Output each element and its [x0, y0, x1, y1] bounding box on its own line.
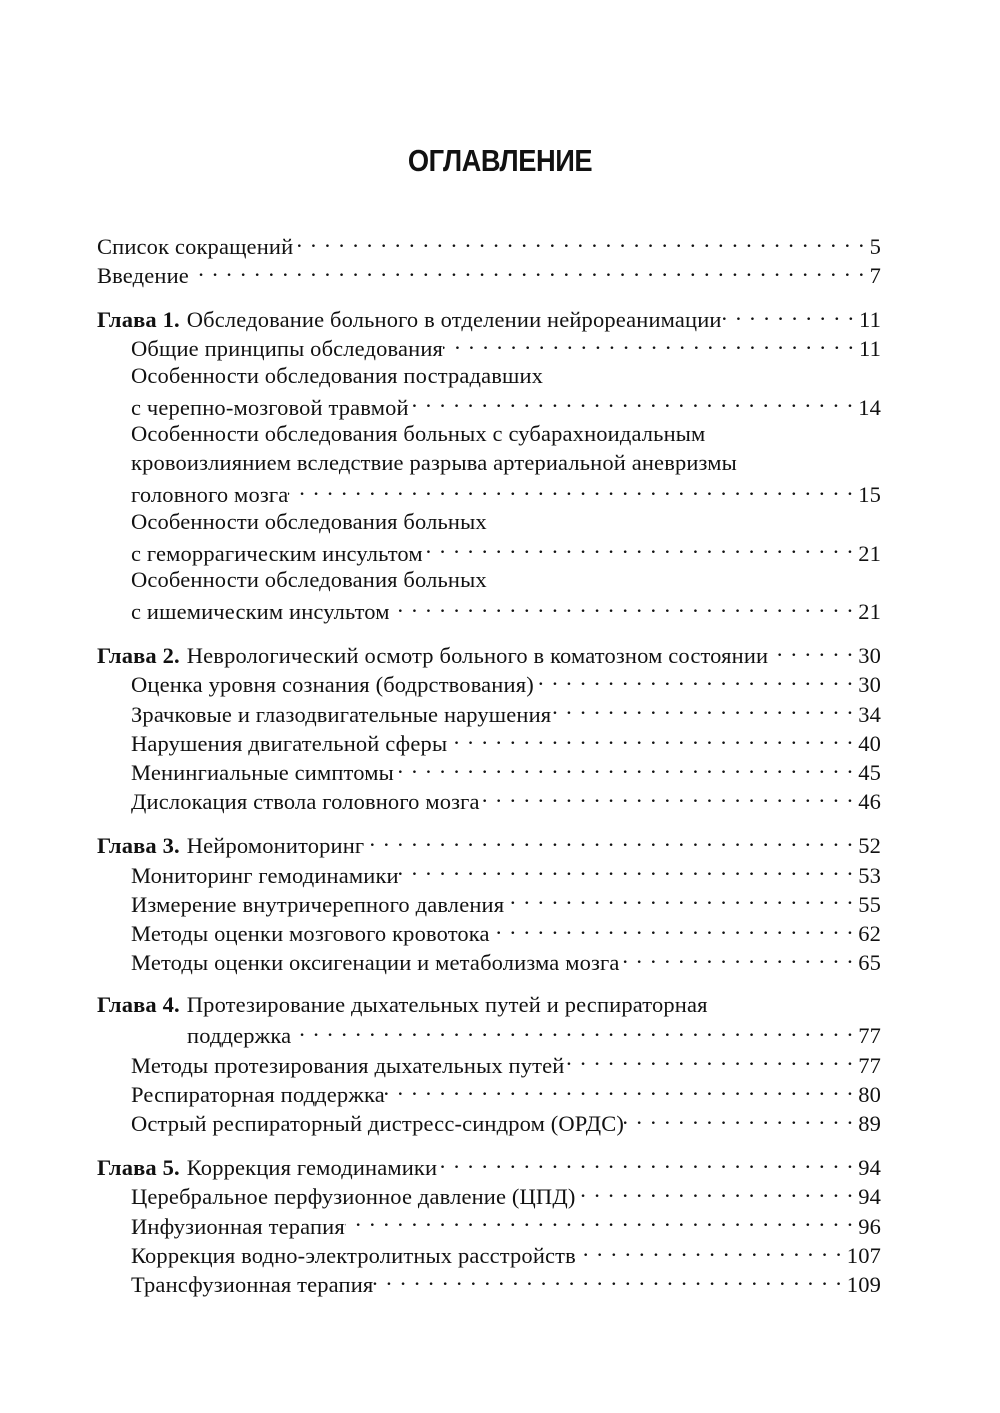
page-number: 107 [846, 1242, 881, 1268]
page-number: 94 [858, 1184, 881, 1210]
entry-title: Трансфузионная терапия [131, 1271, 374, 1297]
chapter-label: Глава 2. [97, 643, 180, 669]
entry-title: Зрачковые и глазодвигательные нарушения [131, 701, 552, 727]
page-number: 109 [846, 1271, 881, 1297]
dot-leader [437, 1150, 854, 1175]
entry-title: поддержка [187, 1023, 292, 1049]
toc-entry-text [97, 1153, 437, 1182]
toc-entry-text [97, 232, 293, 261]
dot-leader [443, 332, 855, 357]
toc-entry-text [131, 361, 543, 390]
toc-entry-text [187, 1021, 291, 1050]
entry-title: Особенности обследования пострадавших [131, 362, 544, 388]
dot-leader [620, 945, 855, 970]
toc-entry-text [97, 831, 364, 860]
dot-leader [551, 697, 854, 722]
toc-entry[interactable] [97, 1106, 881, 1135]
entry-title: Церебральное перфузионное давление (ЦПД) [131, 1184, 576, 1210]
entry-title: Менингиальные симптомы [131, 759, 394, 785]
chapter-label: Глава 1. [97, 307, 180, 333]
page-number: 77 [858, 1023, 881, 1049]
toc-entry[interactable] [97, 1077, 881, 1106]
dot-leader [480, 784, 855, 809]
toc-entry[interactable] [97, 1267, 881, 1296]
dot-leader [504, 887, 854, 912]
toc-entry[interactable] [97, 1238, 881, 1267]
entry-title: Обследование больного в отделении нейрореанимации [186, 307, 722, 333]
toc-entry-text [97, 261, 189, 290]
toc-entry[interactable] [97, 448, 881, 477]
dot-leader [534, 668, 854, 693]
toc-entry[interactable] [97, 638, 881, 667]
dot-leader [288, 478, 854, 503]
toc-entry-text [131, 948, 620, 977]
toc-entry[interactable] [97, 361, 881, 390]
toc-entry-text [131, 890, 504, 919]
page-number: 34 [858, 701, 881, 727]
entry-title: с геморрагическим инсультом [131, 540, 423, 566]
dot-leader [624, 1106, 854, 1131]
toc-entry[interactable] [97, 478, 881, 507]
toc-entry[interactable] [97, 594, 881, 623]
toc-entry-text [131, 539, 423, 568]
toc-entry-text [131, 565, 487, 594]
toc-entry-text [97, 641, 768, 670]
toc-entry-text [131, 419, 705, 448]
entry-title: Коррекция гемодинамики [186, 1155, 438, 1181]
entry-title: Методы оценки мозгового кровотока [131, 920, 490, 946]
page-number: 11 [859, 307, 881, 333]
toc-entry[interactable] [97, 229, 881, 258]
dot-leader [768, 638, 854, 663]
toc-entry[interactable] [97, 1209, 881, 1238]
entry-title: Особенности обследования больных [131, 508, 487, 534]
page-number: 7 [869, 262, 881, 288]
entry-title: Дислокация ствола головного мозга [131, 789, 480, 815]
toc-entry[interactable] [97, 755, 881, 784]
dot-leader [423, 536, 854, 561]
entry-title: Методы протезирования дыхательных путей [131, 1052, 565, 1078]
chapter-label: Глава 4. [97, 991, 180, 1017]
page-number: 94 [858, 1155, 881, 1181]
toc-entry[interactable] [97, 990, 881, 1019]
dot-leader [364, 829, 854, 854]
toc-entry-text [97, 305, 722, 334]
dot-leader [385, 1077, 854, 1102]
dot-leader [575, 1180, 854, 1205]
page-number: 65 [858, 950, 881, 976]
toc-entry-text [131, 1241, 576, 1270]
toc-entry[interactable] [97, 536, 881, 565]
page-number: 80 [858, 1081, 881, 1107]
toc-entry-text [131, 507, 487, 536]
toc-entry-text [131, 861, 399, 890]
toc-entry-text [131, 597, 390, 626]
page-number: 46 [858, 789, 881, 815]
toc-entry-text [131, 758, 394, 787]
dot-leader [490, 916, 855, 941]
toc-entry-text [131, 1080, 385, 1109]
entry-title: головного мозга [131, 482, 289, 508]
toc-entry[interactable] [97, 858, 881, 887]
entry-title: Неврологический осмотр больного в коматозном состоянии [186, 643, 769, 669]
toc-entry[interactable] [97, 1150, 881, 1179]
page-number: 40 [858, 730, 881, 756]
toc-entry[interactable] [97, 829, 881, 858]
entry-title: Острый респираторный дистресс-синдром (ОРДС) [131, 1111, 625, 1136]
entry-title: Нарушения двигательной сферы [131, 730, 448, 756]
page-number: 89 [858, 1111, 881, 1136]
toc-entry[interactable] [97, 784, 881, 813]
entry-title: Список сокращений [97, 233, 294, 259]
toc-entry-text [131, 700, 551, 729]
page-number: 45 [858, 759, 881, 785]
toc-entry-text [131, 787, 480, 816]
page-number: 62 [858, 920, 881, 946]
entry-title: Особенности обследования больных с субарахноидальным [131, 421, 706, 447]
toc-entry-text [131, 670, 534, 699]
page-number: 21 [858, 540, 881, 566]
entry-title: Инфузионная терапия [131, 1213, 345, 1239]
toc-entry[interactable] [97, 419, 881, 448]
toc-entry[interactable] [97, 726, 881, 755]
entry-title: Методы оценки оксигенации и метаболизма мозга [131, 950, 620, 976]
dot-leader [293, 229, 865, 254]
page-title: ОГЛАВЛЕНИЕ [407, 143, 593, 178]
toc-entry[interactable] [97, 1048, 881, 1077]
dot-leader [189, 258, 866, 283]
page-number: 77 [858, 1052, 881, 1078]
chapter-label: Глава 3. [97, 833, 180, 859]
toc-entry[interactable] [97, 668, 881, 697]
toc-entry-text [131, 919, 490, 948]
page-number: 55 [858, 891, 881, 917]
entry-title: кровоизлиянием вследствие разрыва артериальной аневризмы [131, 450, 737, 476]
entry-title: Особенности обследования больных [131, 567, 487, 593]
page-number: 52 [858, 833, 881, 859]
page-number: 96 [858, 1213, 881, 1239]
dot-leader [564, 1048, 854, 1073]
toc-entry[interactable] [97, 390, 881, 419]
page-number: 14 [858, 394, 881, 420]
toc-entry-text [131, 393, 409, 422]
dot-leader [576, 1238, 843, 1263]
page-number: 30 [858, 643, 881, 669]
toc-entry-text [131, 448, 737, 477]
toc-entry-text [131, 1212, 345, 1241]
toc-entry[interactable] [97, 565, 881, 594]
entry-title: Нейромониторинг [186, 833, 365, 859]
dot-leader [399, 858, 854, 883]
toc-entry[interactable] [97, 332, 881, 361]
toc-entry-text [131, 1051, 564, 1080]
toc-entry[interactable] [97, 1180, 881, 1209]
toc-entry-text [97, 990, 708, 1019]
entry-title: с ишемическим инсультом [131, 599, 390, 624]
toc-entry-text [131, 1182, 575, 1211]
dot-leader [390, 594, 855, 619]
entry-title: Мониторинг гемодинамики [131, 862, 399, 888]
toc-entry[interactable] [97, 1019, 881, 1048]
toc-entry[interactable] [97, 507, 881, 536]
page-number: 5 [869, 233, 881, 259]
toc-entry[interactable] [97, 945, 881, 974]
entry-title: Респираторная поддержка [131, 1081, 385, 1107]
table-of-contents [97, 229, 881, 1296]
toc-entry[interactable] [97, 887, 881, 916]
toc-entry-text [131, 480, 288, 509]
page-number: 15 [858, 482, 881, 508]
entry-title: Введение [97, 262, 189, 288]
page-number: 53 [858, 862, 881, 888]
entry-title: с черепно-мозговой травмой [131, 394, 409, 420]
page-number: 11 [859, 336, 881, 362]
toc-entry-text [131, 1270, 373, 1299]
chapter-label: Глава 5. [97, 1155, 180, 1181]
dot-leader [722, 302, 855, 327]
dot-leader [447, 726, 854, 751]
dot-leader [409, 390, 855, 415]
entry-title: Протезирование дыхательных путей и респираторная [186, 991, 708, 1017]
toc-entry-text [131, 1109, 624, 1138]
dot-leader [373, 1267, 842, 1292]
dot-leader [394, 755, 854, 780]
entry-title: Оценка уровня сознания (бодрствования) [131, 672, 534, 698]
dot-leader [291, 1019, 854, 1044]
toc-entry[interactable] [97, 302, 881, 331]
dot-leader [345, 1209, 854, 1234]
toc-entry[interactable] [97, 258, 881, 287]
entry-title: Измерение внутричерепного давления [131, 891, 505, 917]
toc-entry[interactable] [97, 697, 881, 726]
entry-title: Общие принципы обследования [131, 336, 444, 362]
page-number: 21 [858, 599, 881, 624]
page-number: 30 [858, 672, 881, 698]
toc-entry[interactable] [97, 916, 881, 945]
toc-entry-text [131, 729, 447, 758]
toc-entry-text [131, 334, 443, 363]
entry-title: Коррекция водно-электролитных расстройств [131, 1242, 576, 1268]
